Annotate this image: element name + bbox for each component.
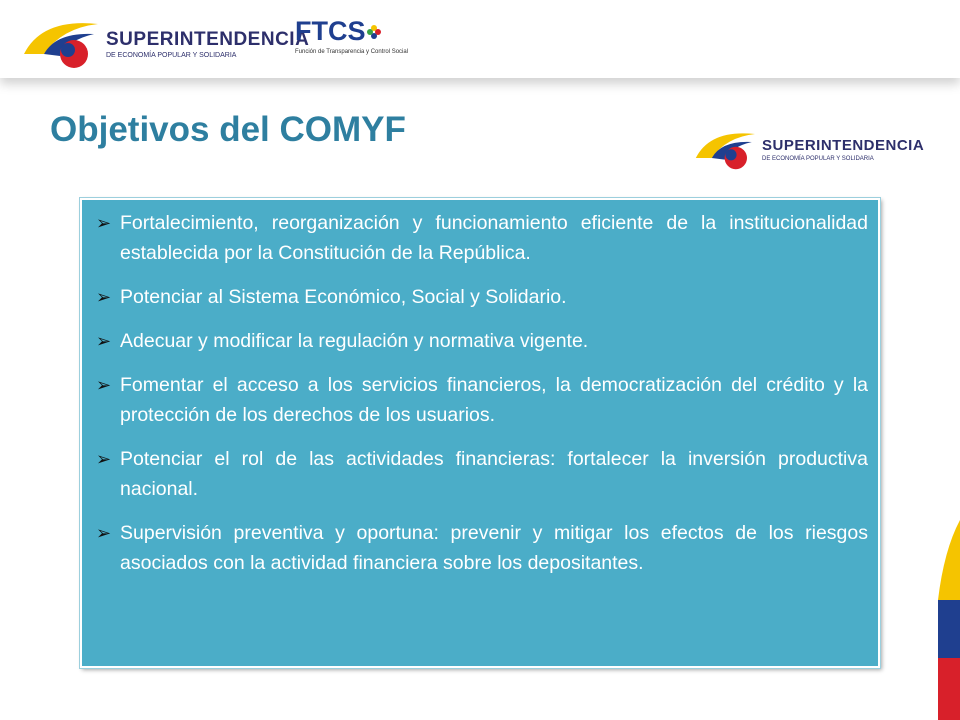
objectives-box [80, 198, 880, 668]
list-item [96, 326, 868, 356]
seps-logo-subtitle: DE ECONOMÍA POPULAR Y SOLIDARIA [106, 51, 237, 59]
arrow-bullet-icon: ➢ [96, 213, 112, 233]
page-title: Objetivos del COMYF [50, 110, 406, 149]
arrow-bullet-icon: ➢ [96, 287, 112, 307]
list-item [96, 444, 868, 504]
arrow-bullet-icon: ➢ [96, 331, 112, 351]
seps-logo-name: SUPERINTENDENCIA [106, 28, 310, 50]
objective-text: Adecuar y modificar la regulación y normativa vigente. [120, 330, 589, 352]
seps-emblem-icon [694, 126, 760, 174]
seps-side-logo [694, 126, 924, 174]
list-item [96, 282, 868, 312]
ftcs-logo-name: FTCS [295, 16, 366, 46]
seps-logo [22, 14, 309, 74]
arrow-bullet-icon: ➢ [96, 449, 112, 469]
seps-emblem-icon [22, 14, 104, 74]
objective-text: Fomentar el acceso a los servicios financieros, la democratización del crédito y la protección de los derechos de los usuarios. [120, 374, 868, 426]
list-item [96, 370, 868, 430]
seps-side-logo-subtitle: DE ECONOMÍA POPULAR Y SOLIDARIA [762, 156, 874, 162]
arrow-bullet-icon: ➢ [96, 523, 112, 543]
objective-text: Potenciar el rol de las actividades financieras: fortalecer la inversión productiva nacional. [120, 448, 868, 500]
header-band [0, 0, 960, 78]
objective-text: Potenciar al Sistema Económico, Social y Solidario. [120, 286, 567, 308]
list-item [96, 208, 868, 268]
objective-text: Fortalecimiento, reorganización y funcionamiento eficiente de la institucionalidad establecida por la Constitución de la República. [120, 212, 868, 264]
objectives-list [82, 200, 878, 578]
ftcs-flower-icon [367, 25, 381, 39]
ftcs-logo-subtitle: Función de Transparencia y Control Social [295, 49, 409, 55]
objective-text: Supervisión preventiva y oportuna: prevenir y mitigar los efectos de los riesgos asociados con la actividad financiera sobre los depositantes. [120, 522, 868, 574]
list-item [96, 518, 868, 578]
ftcs-logo [295, 18, 408, 55]
arrow-bullet-icon: ➢ [96, 375, 112, 395]
seps-side-logo-name: SUPERINTENDENCIA [762, 137, 925, 154]
flag-stripe-decoration [938, 520, 960, 720]
